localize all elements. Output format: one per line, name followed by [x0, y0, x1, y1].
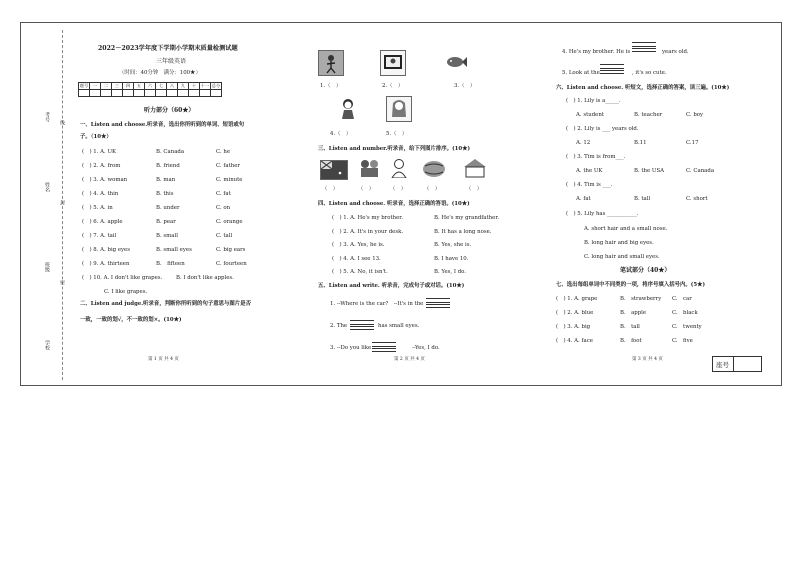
s7-item-a: ( ) 2. A. blue: [556, 310, 594, 316]
s6-question: ( ) 4. Tim is ___.: [566, 182, 613, 188]
score-cell[interactable]: [200, 90, 211, 97]
s1-item-c: C. orange: [216, 219, 243, 225]
label-xuexiao: 学校: [44, 340, 50, 350]
s6-question: ( ) 1. Lily is a_____.: [566, 98, 621, 104]
pic-label-5: 5.（ ）: [386, 131, 408, 137]
s7-item-a: ( ) 4. A. face: [556, 338, 593, 344]
s7-item-c: C. black: [672, 310, 698, 316]
score-cell: 六: [145, 83, 156, 90]
score-cell: 九: [178, 83, 189, 90]
s7-item-a: ( ) 3. A. big: [556, 324, 591, 330]
s6-item5-opt-a: A. short hair and a small nose.: [584, 226, 668, 232]
s1-item-b: B. small eyes: [156, 247, 192, 253]
s4-item-b: B. He's my grandfather.: [434, 215, 500, 221]
s1-item-c: C. fourteen: [216, 261, 247, 267]
section1-title-cont: 子。（10★）: [80, 134, 112, 140]
s6-option: B.11: [634, 140, 647, 146]
s1-item-c: C. minute: [216, 177, 243, 183]
score-cell[interactable]: [90, 90, 101, 97]
s6-item5-opt-c: C. long hair and small eyes.: [584, 254, 660, 260]
page1-footer: 第 1 页 共 4 页: [148, 357, 179, 362]
s5-item3-a: 3. --Do you like: [330, 345, 372, 351]
s3-bracket-3: （ ）: [390, 186, 407, 192]
score-cell[interactable]: [79, 90, 90, 97]
s1-item10-c: C. I like grapes.: [104, 289, 148, 295]
listening-part-heading: 听力部分（60★）: [144, 107, 195, 114]
picture-flag: [320, 160, 348, 180]
picture-watermelon: [422, 160, 446, 178]
s5-item4-b: years old.: [662, 49, 689, 55]
s5-blank-2[interactable]: [350, 320, 374, 330]
score-cell[interactable]: [112, 90, 123, 97]
s5-item2-b: has small eyes.: [378, 323, 420, 329]
s1-item-b: B. friend: [156, 163, 180, 169]
s6-item5-opt-b: B. long hair and big eyes.: [584, 240, 654, 246]
s4-item-a: ( ) 3. A. Yes, he is.: [332, 242, 385, 248]
score-cell[interactable]: [167, 90, 178, 97]
score-cell[interactable]: [123, 90, 134, 97]
s4-item-a: ( ) 5. A. No, it isn't.: [332, 269, 388, 275]
s1-item-b: B. this: [156, 191, 174, 197]
s6-option: C. short: [686, 196, 708, 202]
s6-option: C. boy: [686, 112, 704, 118]
picture-person-playing: [318, 50, 344, 76]
label-mi: 密: [59, 280, 65, 285]
score-cell[interactable]: [134, 90, 145, 97]
s1-item-a: ( ) 5. A. in: [82, 205, 113, 211]
s5-item2-a: 2. The: [330, 323, 348, 329]
time-score: （时间：40分钟 满分：100★）: [119, 70, 201, 76]
score-cell: 二: [101, 83, 112, 90]
s6-question: ( ) 2. Lily is ___ years old.: [566, 126, 639, 132]
s3-bracket-1: （ ）: [322, 186, 339, 192]
s1-item-a: ( ) 1. A. UK: [82, 149, 117, 155]
s4-item-a: ( ) 2. A. It's in your desk.: [332, 228, 404, 235]
section2-title: 二、Listen and judge.听录音，判断你所听到的句子意思与图片是否: [80, 301, 251, 307]
s7-item-c: C. five: [672, 338, 693, 344]
score-cell: 三: [112, 83, 123, 90]
s1-item-a: ( ) 4. A. thin: [82, 191, 119, 197]
s3-bracket-5: （ ）: [466, 186, 483, 192]
score-cell[interactable]: [145, 90, 156, 97]
seat-number-box[interactable]: [712, 356, 762, 372]
s3-bracket-2: （ ）: [358, 186, 375, 192]
exam-subtitle: 三年级英语: [156, 58, 187, 65]
s4-item-b: B. Yes, she is.: [434, 242, 472, 248]
page3-footer: 第 3 页 共 4 页: [632, 357, 663, 362]
s1-item-a: ( ) 7. A. tail: [82, 233, 117, 239]
s1-item10-b: B. I don't like apples.: [176, 275, 234, 281]
s1-item-c: C. he: [216, 149, 231, 155]
score-cell[interactable]: [211, 90, 222, 97]
section1-title: 一、Listen and choose.听录音，选出你所听到的单词、短语或句: [80, 122, 245, 128]
s6-question: ( ) 3. Tim is from___.: [566, 154, 626, 160]
s1-item-b: B. small: [156, 233, 178, 239]
section2-title-cont: 一致，一致的划√，不一致的划×。(10★): [80, 317, 182, 323]
s7-item-b: B. foot: [620, 338, 642, 344]
s7-item-a: ( ) 1. A. grape: [556, 296, 598, 302]
binding-line: [62, 30, 63, 380]
section5-title: 五、Listen and write. 听录音，完成句子或对话。(10★): [318, 283, 465, 289]
s6-option: C. Canada: [686, 168, 715, 174]
score-cell: 八: [167, 83, 178, 90]
s1-item-a: ( ) 2. A. from: [82, 163, 121, 169]
s5-blank-4[interactable]: [632, 42, 656, 52]
picture-kids: [356, 158, 382, 178]
s3-bracket-4: （ ）: [424, 186, 441, 192]
score-cell[interactable]: [156, 90, 167, 97]
s1-item-c: C. fat: [216, 191, 231, 197]
s1-item-c: C. tall: [216, 233, 233, 239]
score-cell: 十: [189, 83, 200, 90]
s5-item1: 1. --Where is the car? --It's in the: [330, 301, 424, 307]
s7-item-b: B. apple: [620, 310, 647, 316]
s4-item-b: B. It has a long nose.: [434, 228, 492, 235]
s1-item-b: B. pear: [156, 219, 176, 225]
s5-blank-3[interactable]: [372, 342, 396, 352]
s1-item-a: ( ) 3. A. woman: [82, 177, 128, 183]
s1-item-a: ( ) 6. A. apple: [82, 219, 123, 225]
s6-option: A. the UK: [576, 168, 603, 174]
picture-tv-doctor: [380, 50, 406, 76]
picture-girl-long-hair: [386, 96, 412, 122]
picture-man: [388, 158, 410, 178]
s5-item4-a: 4. He's my brother. He is: [562, 49, 631, 55]
picture-fish: [444, 50, 468, 74]
score-cell[interactable]: [189, 90, 200, 97]
s6-option: B. teacher: [634, 112, 663, 118]
s1-item10-a: ( ) 10. A. I don't like grapes.: [82, 275, 163, 281]
s4-item-a: ( ) 4. A. I see 13.: [332, 255, 381, 262]
score-cell[interactable]: [101, 90, 112, 97]
s1-item-c: C. on: [216, 205, 231, 211]
s1-item-b: B. under: [156, 205, 180, 211]
s4-item-b: B. I have 10.: [434, 255, 469, 262]
s7-item-b: B. strawberry: [620, 296, 662, 302]
page2-footer: 第 2 页 共 4 页: [394, 357, 425, 362]
s5-blank-5[interactable]: [600, 64, 624, 74]
section4-title: 四、Listen and choose. 听录音，选择正确的答语。(10★): [318, 201, 470, 207]
label-xian: 线: [59, 120, 65, 125]
exam-title: 2022－2023学年度下学期小学期末质量检测试题: [98, 45, 238, 52]
score-cell: 题号: [79, 83, 89, 88]
pic-label-3: 3.（ ）: [454, 83, 476, 89]
pic-label-2: 2.（ ）: [382, 83, 404, 89]
s5-item3-b: --Yes, I do.: [412, 345, 440, 351]
s7-item-b: B. tall: [620, 324, 640, 330]
score-cell: 四: [123, 83, 134, 90]
score-cell: 总分: [211, 83, 221, 88]
score-cell: 一: [90, 83, 101, 90]
s1-item-c: C. big ears: [216, 247, 246, 253]
s5-item5-b: , it's so cute.: [632, 70, 667, 76]
section6-title: 六、Listen and choose. 听短文，选择正确的答案，读三遍。(10★): [556, 85, 730, 91]
label-feng: 封: [59, 200, 65, 205]
pic-label-1: 1.（ ）: [320, 83, 342, 89]
s1-item-c: C. father: [216, 163, 240, 169]
s6-item5: ( ) 5. Lily has ___________.: [566, 211, 639, 217]
picture-house: [462, 158, 488, 178]
s5-item5-a: 5. Look at the: [562, 70, 600, 76]
s1-item-b: B. Canada: [156, 149, 185, 155]
score-cell: 七: [156, 83, 167, 90]
s1-item-b: B. fifteen: [156, 261, 185, 267]
score-cell: 五: [134, 83, 145, 90]
written-part-heading: 笔试部分（40★）: [620, 267, 671, 274]
s1-item-a: ( ) 9. A. thirteen: [82, 261, 130, 267]
s1-item-a: ( ) 8. A. big eyes: [82, 247, 131, 253]
s4-item-b: B. Yes, I do.: [434, 269, 467, 275]
s6-option: A. student: [576, 112, 605, 118]
section7-title: 七、选出每组单词中不同类的一项，将序号填入括号内。(5★): [556, 282, 706, 288]
s6-option: A. 12: [576, 140, 591, 146]
s6-option: C.17: [686, 140, 699, 146]
label-banji: 班级: [44, 262, 50, 272]
section3-title: 三、Listen and number.听录音，给下列图片排序。(10★): [318, 146, 471, 152]
s4-item-a: ( ) 1. A. He's my brother.: [332, 215, 404, 221]
picture-girl: [336, 96, 360, 120]
label-kaohao: 考号: [44, 112, 50, 122]
label-xingming: 姓名: [44, 182, 50, 192]
score-cell[interactable]: [178, 90, 189, 97]
pic-label-4: 4.（ ）: [330, 131, 352, 137]
score-cell: 十一: [200, 83, 210, 88]
s5-blank-1[interactable]: [426, 298, 450, 308]
s7-item-c: C. twenty: [672, 324, 702, 330]
s7-item-c: C. car: [672, 296, 692, 302]
s6-option: B. the USA: [634, 168, 665, 174]
s6-option: A. fat: [576, 196, 591, 202]
score-table: [78, 82, 222, 97]
seat-number-label: 座号: [716, 361, 729, 369]
s6-option: B. tall: [634, 196, 651, 202]
s1-item-b: B. man: [156, 177, 176, 183]
